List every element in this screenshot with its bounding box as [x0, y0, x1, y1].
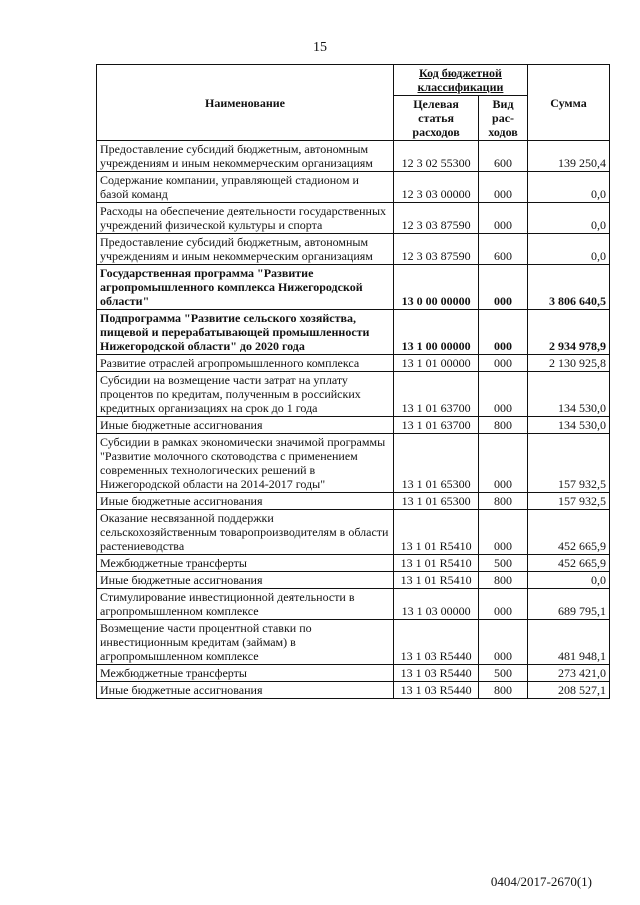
table-row [97, 355, 610, 372]
row-sum-cell: 273 421,0 [527, 665, 609, 682]
table-row [97, 572, 610, 589]
row-sum-cell: 452 665,9 [527, 555, 609, 572]
row-kind-cell: 000 [479, 203, 528, 234]
row-kind-cell: 000 [479, 372, 528, 417]
table-header [97, 65, 610, 141]
header-code-kind: Вид рас-ходов [479, 96, 528, 141]
table-row [97, 265, 610, 310]
table-row [97, 203, 610, 234]
row-name-cell: Предоставление субсидий бюджетным, автономным учреждениям и иным некоммерческим организациям [97, 234, 394, 265]
row-kind-cell: 000 [479, 172, 528, 203]
row-sum-cell: 208 527,1 [527, 682, 609, 699]
row-kind-cell: 600 [479, 141, 528, 172]
row-sum-cell: 2 934 978,9 [527, 310, 609, 355]
row-name-cell: Содержание компании, управляющей стадионом и базой команд [97, 172, 394, 203]
table-row [97, 589, 610, 620]
row-code-cell: 13 1 01 65300 [394, 434, 479, 493]
row-code-cell: 13 1 01 R5410 [394, 555, 479, 572]
header-code-target: Целевая статья расходов [394, 96, 479, 141]
row-code-cell: 12 3 02 55300 [394, 141, 479, 172]
row-name-cell: Предоставление субсидий бюджетным, автономным учреждениям и иным некоммерческим организациям [97, 141, 394, 172]
row-sum-cell: 139 250,4 [527, 141, 609, 172]
row-sum-cell: 0,0 [527, 234, 609, 265]
row-sum-cell: 0,0 [527, 172, 609, 203]
table-row [97, 510, 610, 555]
row-sum-cell: 157 932,5 [527, 493, 609, 510]
row-name-cell: Подпрограмма "Развитие сельского хозяйства, пищевой и перерабатывающей промышленности Нижегородской области" до 2020 года [97, 310, 394, 355]
table-row [97, 234, 610, 265]
table-row [97, 555, 610, 572]
row-kind-cell: 000 [479, 265, 528, 310]
row-kind-cell: 800 [479, 572, 528, 589]
table-row [97, 310, 610, 355]
page-number: 15 [313, 40, 327, 55]
table-row [97, 141, 610, 172]
row-kind-cell: 000 [479, 434, 528, 493]
row-code-cell: 13 1 03 00000 [394, 589, 479, 620]
budget-table [96, 64, 610, 699]
row-code-cell: 13 1 01 63700 [394, 417, 479, 434]
row-code-cell: 12 3 03 87590 [394, 234, 479, 265]
row-name-cell: Оказание несвязанной поддержки сельскохозяйственным товаропроизводителям в области растениеводства [97, 510, 394, 555]
row-sum-cell: 3 806 640,5 [527, 265, 609, 310]
row-kind-cell: 800 [479, 682, 528, 699]
table-row [97, 493, 610, 510]
row-name-cell: Государственная программа "Развитие агропромышленного комплекса Нижегородской области" [97, 265, 394, 310]
header-name: Наименование [97, 65, 394, 141]
header-code-group-label: Код бюджетной классификации [417, 66, 504, 94]
row-code-cell: 13 1 01 R5410 [394, 572, 479, 589]
row-name-cell: Субсидии в рамках экономически значимой программы "Развитие молочного скотоводства с применением современных технологических решений в Нижегородской области на 2014-2017 годы" [97, 434, 394, 493]
table-row [97, 434, 610, 493]
row-name-cell: Стимулирование инвестиционной деятельности в агропромышленном комплексе [97, 589, 394, 620]
row-kind-cell: 000 [479, 510, 528, 555]
table-row [97, 372, 610, 417]
row-name-cell: Развитие отраслей агропромышленного комплекса [97, 355, 394, 372]
row-code-cell: 13 1 01 63700 [394, 372, 479, 417]
row-code-cell: 13 1 01 65300 [394, 493, 479, 510]
row-kind-cell: 000 [479, 355, 528, 372]
document-code: 0404/2017-2670(1) [490, 874, 592, 889]
row-sum-cell: 134 530,0 [527, 417, 609, 434]
row-name-cell: Межбюджетные трансферты [97, 555, 394, 572]
row-sum-cell: 0,0 [527, 572, 609, 589]
row-kind-cell: 800 [479, 417, 528, 434]
row-code-cell: 13 1 03 R5440 [394, 620, 479, 665]
row-name-cell: Межбюджетные трансферты [97, 665, 394, 682]
row-name-cell: Иные бюджетные ассигнования [97, 682, 394, 699]
row-name-cell: Иные бюджетные ассигнования [97, 572, 394, 589]
row-sum-cell: 689 795,1 [527, 589, 609, 620]
table-row [97, 682, 610, 699]
row-name-cell: Субсидии на возмещение части затрат на уплату процентов по кредитам, полученным в российских кредитных организациях на срок до 1 года [97, 372, 394, 417]
row-sum-cell: 2 130 925,8 [527, 355, 609, 372]
header-sum: Сумма [527, 65, 609, 141]
row-code-cell: 12 3 03 00000 [394, 172, 479, 203]
row-kind-cell: 800 [479, 493, 528, 510]
row-kind-cell: 600 [479, 234, 528, 265]
row-name-cell: Иные бюджетные ассигнования [97, 417, 394, 434]
row-name-cell: Возмещение части процентной ставки по инвестиционным кредитам (займам) в агропромышленном комплексе [97, 620, 394, 665]
table-row [97, 417, 610, 434]
table-row [97, 665, 610, 682]
row-sum-cell: 452 665,9 [527, 510, 609, 555]
row-code-cell: 13 1 00 00000 [394, 310, 479, 355]
table-body [97, 141, 610, 699]
row-sum-cell: 0,0 [527, 203, 609, 234]
row-code-cell: 13 1 01 00000 [394, 355, 479, 372]
row-kind-cell: 000 [479, 310, 528, 355]
row-code-cell: 13 1 03 R5440 [394, 665, 479, 682]
row-sum-cell: 157 932,5 [527, 434, 609, 493]
row-kind-cell: 500 [479, 555, 528, 572]
row-kind-cell: 500 [479, 665, 528, 682]
row-name-cell: Иные бюджетные ассигнования [97, 493, 394, 510]
row-kind-cell: 000 [479, 620, 528, 665]
row-name-cell: Расходы на обеспечение деятельности государственных учреждений физической культуры и спорта [97, 203, 394, 234]
table-row [97, 620, 610, 665]
row-code-cell: 12 3 03 87590 [394, 203, 479, 234]
row-sum-cell: 134 530,0 [527, 372, 609, 417]
row-code-cell: 13 0 00 00000 [394, 265, 479, 310]
row-kind-cell: 000 [479, 589, 528, 620]
row-sum-cell: 481 948,1 [527, 620, 609, 665]
table-row [97, 172, 610, 203]
row-code-cell: 13 1 01 R5410 [394, 510, 479, 555]
row-code-cell: 13 1 03 R5440 [394, 682, 479, 699]
header-code-group [394, 65, 528, 96]
